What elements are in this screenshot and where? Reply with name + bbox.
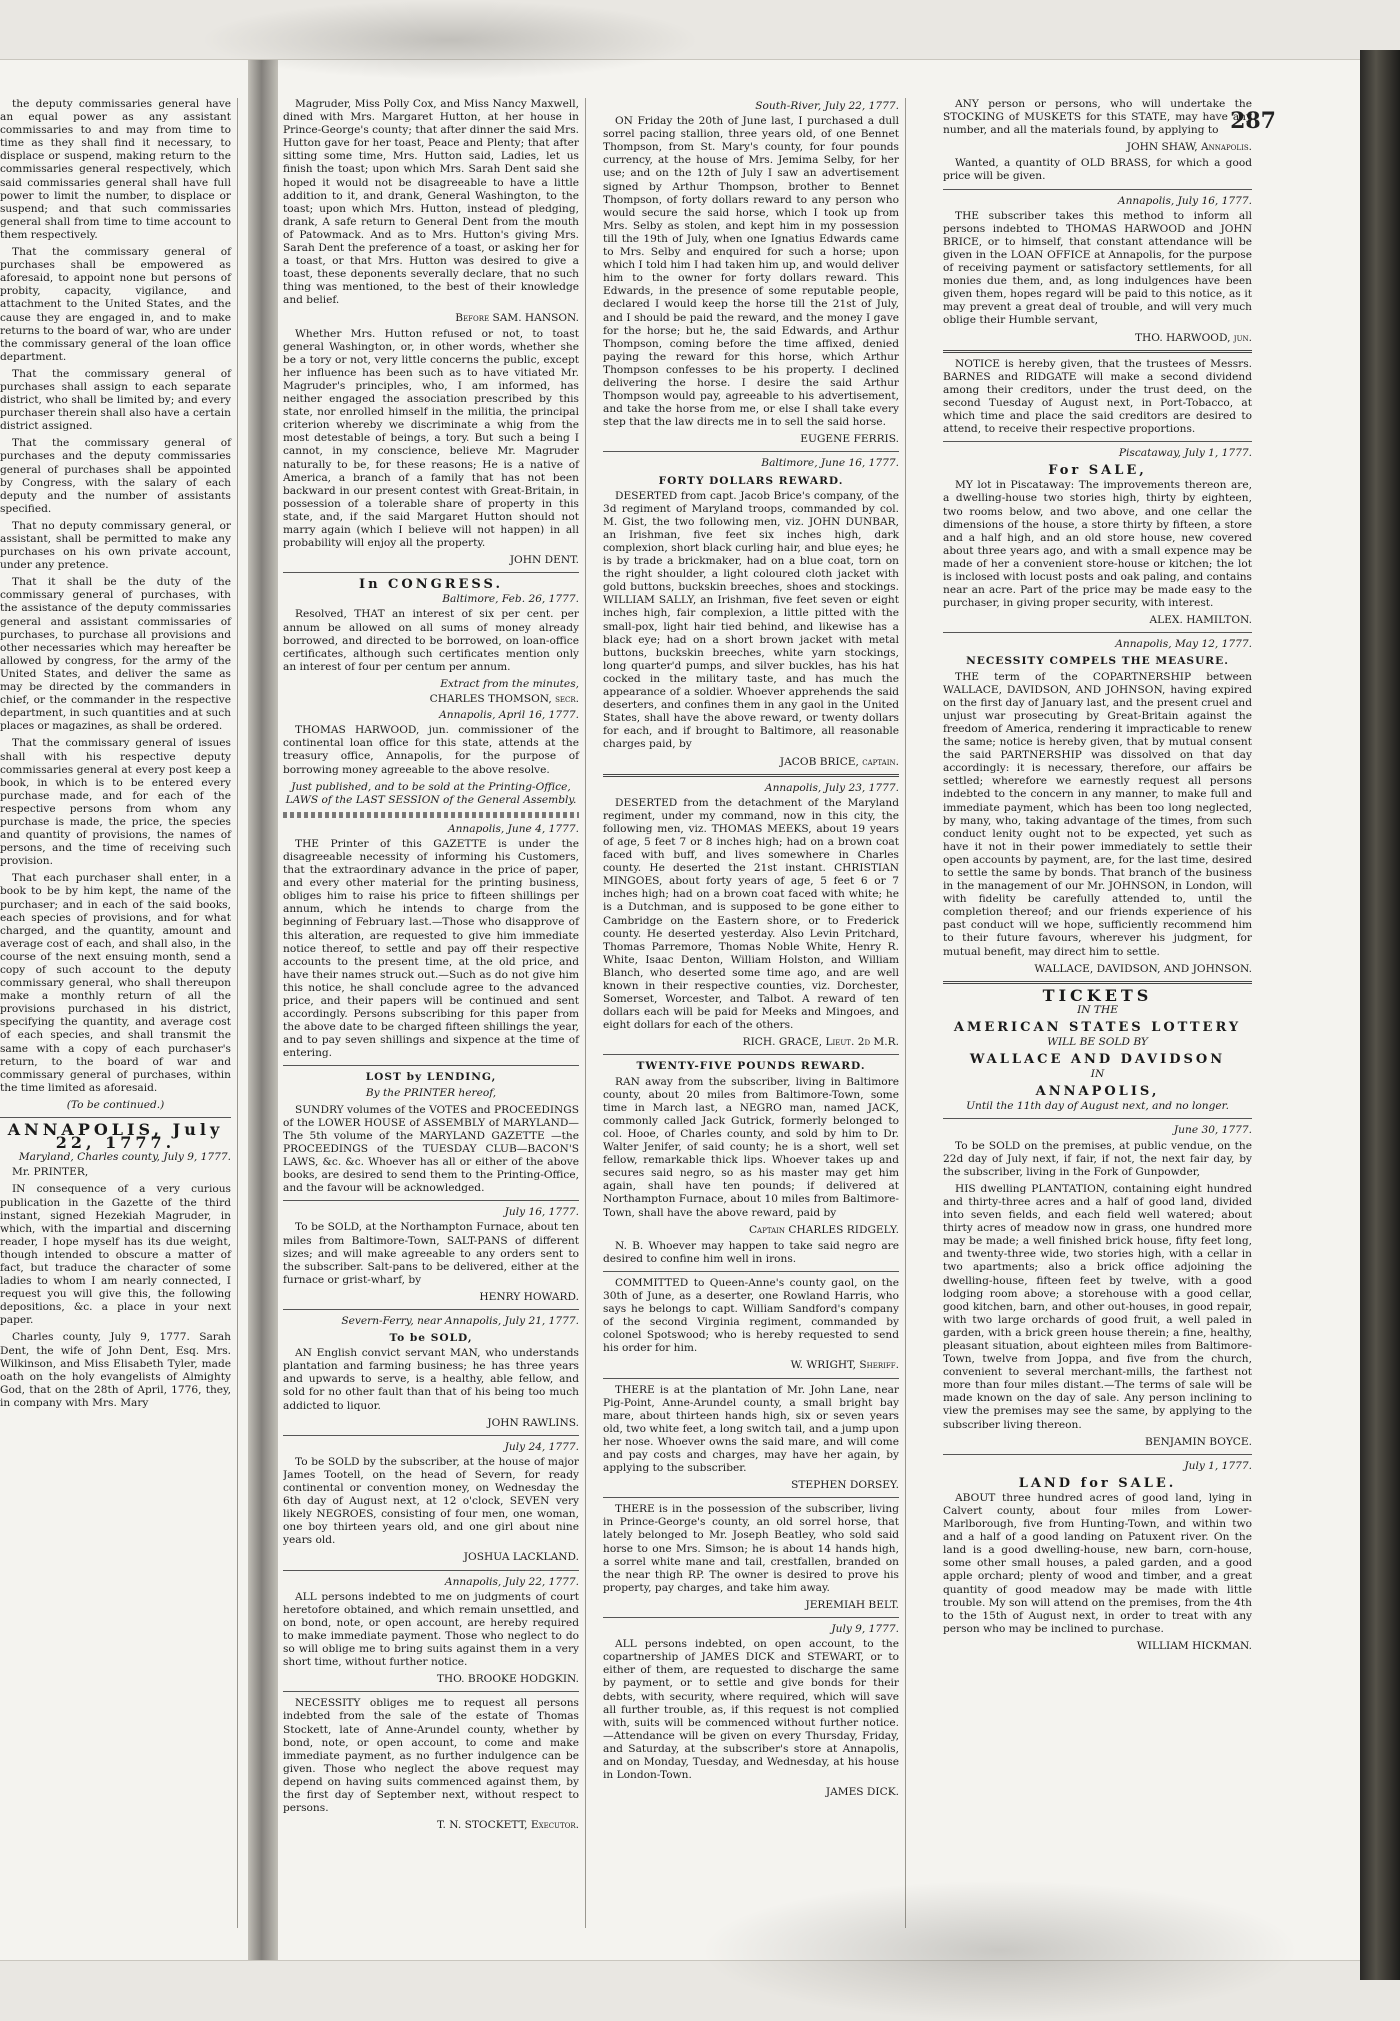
advert-text: RAN away from the subscriber, living in Baltimore county, about 20 miles from Baltimore-Town, some time in March last, a NEGRO man, named JACK, commonly called Jack Gutrick, formerly belonged to col. Hooe, of Charles county, and sold by him to Dr. Walter Jenifer, of said county; he is a short, well set fellow, remarkable thick lips. Whoever takes up and secures said negro, so as his master may get him again, shall have ten pounds; if delivered at Northampton Furnace, about 10 miles from Baltimore-Town, shall have the above reward, paid by xyxy=(603,1075,899,1219)
lottery-line: IN THE xyxy=(1077,1003,1118,1016)
section-heading: For SALE, xyxy=(1048,463,1147,479)
book-spine xyxy=(1360,50,1400,1980)
advert-text: To be SOLD by the subscriber, at the house of major James Tootell, on the head of Severn, for ready continental or convention money, on Wednesday the 6th day of August next, at 12 o'clock, SEVEN very likely NEGROES, consisting of four men, one woman, one boy thirteen years old, and one girl about nine years old. xyxy=(283,1455,579,1547)
advert-text: To be SOLD, at the Northampton Furnace, about ten miles from Baltimore-Town, SALT-PANS of different sizes; and will make agreeable to any orders sent to the subscriber. Salt-pans to be delivered, either at the furnace or grist-wharf, by xyxy=(283,1221,579,1286)
dateline: Annapolis, July 22, 1777. xyxy=(444,1575,579,1588)
signature: Captain CHARLES RIDGELY. xyxy=(748,1223,899,1236)
remarks-text: Whether Mrs. Hutton refused or not, to toast general Washington, or, in other words, whether she be a tory or not, very little concerns the public, except her influence has been such as to have vitiated Mr. Magruder's principles, who, I am informed, has neither engaged the association prescribed by this state, nor enrolled himself in the militia, the principal criterion whereby we discriminate a whig from the most detestable of beings, a tory. But such a being I cannot, in my conscience, believe Mr. Magruder naturally to be, for these reasons; He is a native of America, a branch of a family that has not been backward in our present contest with Great-Britain, in possession of a tolerable share of property in this state, and, if the said Margaret Hutton should not marry again (which I believe will not happen) in all probability will enjoy all the property. xyxy=(283,327,579,550)
advert-text: AN English convict servant MAN, who understands plantation and farming business; he has three years and upwards to serve, is a healthy, able fellow, and sold for no other fault than that of his being too much addicted to liquor. xyxy=(283,1347,579,1412)
dateline: June 30, 1777. xyxy=(1173,1124,1252,1137)
section-heading: To be SOLD, xyxy=(389,1332,473,1345)
divider xyxy=(283,1200,579,1201)
section-heading: In CONGRESS. xyxy=(359,577,503,593)
signature: ALEX. HAMILTON. xyxy=(1149,614,1252,627)
divider xyxy=(603,1054,899,1055)
signature: JOHN DENT. xyxy=(509,554,579,567)
divider xyxy=(603,1497,899,1498)
divider xyxy=(283,1309,579,1310)
divider xyxy=(283,1691,579,1692)
divider xyxy=(603,1617,899,1618)
signature: JOSHUA LACKLAND. xyxy=(463,1551,579,1564)
notice-text: SUNDRY volumes of the VOTES and PROCEEDINGS of the LOWER HOUSE of ASSEMBLY of MARYLAND—The 5th volume of the MARYLAND GAZETTE —the PROCEEDINGS of the TUESDAY CLUB—BACON'S LAWS, &c. &c. Whoever has all or either of the above books, are desired to send them to the Printing-Office, and the favour will be acknowledged. xyxy=(283,1103,579,1195)
ornamental-divider xyxy=(283,812,579,818)
lottery-place: ANNAPOLIS, xyxy=(1035,1084,1160,1100)
article-paragraph: That the commissary general of purchases and the deputy commissaries general of purchases shall be appointed by Congress, with the salary of each deputy and the number of assistants specified. xyxy=(0,437,231,515)
signature: Before SAM. HANSON. xyxy=(455,311,579,324)
signature: WALLACE, DAVIDSON, AND JOHNSON. xyxy=(1034,962,1252,975)
lottery-line: Until the 11th day of August next, and no longer. xyxy=(966,1100,1229,1113)
signature: WILLIAM HICKMAN. xyxy=(1136,1639,1252,1652)
advert-text: Wanted, a quantity of OLD BRASS, for which a good price will be given. xyxy=(943,157,1252,183)
article-paragraph: That each purchaser shall enter, in a book to be by him kept, the name of the purchaser; and in each of the said books, each species of provisions, and for what charged, and the quantity, amount and average cost of each, and shall also, in the course of the next ensuing month, send a copy of such account to the deputy commissary general, who shall thereupon make a monthly return of all the provisions purchased in his district, specifying the quantity, and average cost of each species, and shall transmit the same with a copy of each purchaser's return, to the board of war and commissary general of purchases, within the time limited as aforesaid. xyxy=(0,872,231,1094)
signature: JOHN SHAW, Annapolis. xyxy=(1126,141,1252,154)
advert-text: ALL persons indebted to me on judgments of court heretofore obtained, and which remain unsettled, and on bond, note, or open account, are hereby required to make immediate payment. Those who neglect to do so will oblige me to bring suits against them in a very short time, without further notice. xyxy=(283,1590,579,1669)
advert-text: To be SOLD on the premises, at public vendue, on the 22d day of July next, if fair, if not, the next fair day, by the subscriber, living in the Fork of Gunpowder, xyxy=(943,1139,1252,1178)
resolution-text: Resolved, THAT an interest of six per cent. per annum be allowed on all sums of money already borrowed, and directed to be borrowed, on loan-office certificates, although such certificates mention only an interest of four per centum per annum. xyxy=(283,608,579,673)
advert-text: ANY person or persons, who will undertake the STOCKING of MUSKETS for this STATE, may have any number, and all the materials found, by applying to xyxy=(943,98,1252,137)
divider xyxy=(283,1435,579,1436)
advert-text: THERE is at the plantation of Mr. John Lane, near Pig-Point, Anne-Arundel county, a small bright bay mare, about thirteen hands high, six or seven years old, two white feet, a long switch tail, and a jump upon her nose. Whoever owns the said mare, and will come and pay costs and charges, may have her again, by applying to the subscriber. xyxy=(603,1383,899,1475)
signature: JOHN RAWLINS. xyxy=(487,1416,579,1429)
column-1 xyxy=(283,98,586,1928)
divider xyxy=(283,1570,579,1571)
divider xyxy=(943,189,1252,190)
advert-text: ON Friday the 20th of June last, I purchased a dull sorrel pacing stallion, three years old, of one Bennet Thompson, from St. Mary's county, for four pounds currency, at the house of Mrs. Jemima Selby, for her use; and on the 12th of July I saw an advertisement signed by Arthur Thompson, brother to Bennet Thompson, of forty dollars reward to any person who would secure the said horse, which I took up from Mrs. Selby as stolen, and kept him in my possession till the 19th of July, when one Ignatius Edwards came to Mrs. Selby and enquired for such a horse; upon which I told him I had taken him up, and would deliver him to the owner for forty dollars reward. This Edwards, in the presence of some reputable people, declared I would keep the horse till the 21st of July, and I should be paid the reward, and the money I gave for the horse; but he, the said Edwards, and Arthur Thompson, coming before the time affixed, denied paying the reward for this horse, which Arthur Thompson confesses to be his property. I declined delivering the horse. I desire the said Arthur Thompson would pay, agreeable to his advertisement, and take the horse from me, or else I shall take every step that the law directs me in to sell the said horse. xyxy=(603,115,899,429)
article-paragraph: the deputy commissaries general have an equal power as any assistant commissaries to and may from time to time as they shall find it necessary, to displace or suspend, making return to the commissaries general respectively, which said commissaries general shall have full power to limit the number, to displace or suspend; and that such commissaries general shall from time to time account to them respectively. xyxy=(0,98,231,241)
section-heading: LAND for SALE. xyxy=(1018,1475,1177,1491)
advert-text: ABOUT three hundred acres of good land, lying in Calvert county, about four miles from Lower-Marlborough, five from Hunting-Town, and within two and a half of a good landing on Patuxent river. On the land is a good dwelling-house, new barn, corn-house, some other small houses, a paled garden, and a good apple orchard; plenty of wood and timber, and a great quantity of good meadow may be made with little trouble. My son will attend on the premises, from the 4th to the 15th of August next, in order to treat with any person who may be inclined to purchase. xyxy=(943,1491,1252,1635)
signature: THO. HARWOOD, jun. xyxy=(1134,331,1252,344)
advert-text: THE subscriber takes this method to inform all persons indebted to THOMAS HARWOOD and JOHN BRICE, or to himself, that constant attendance will be given in the LOAN OFFICE at Annapolis, for the purpose of receiving payment or satisfactory settlements, for all monies due them, and, as long indulgences have been given them, hopes regard will be paid to this notice, as it may prevent a great deal of trouble, and will very much oblige their Humble servant, xyxy=(943,209,1252,327)
article-paragraph: That the commissary general of issues shall with his respective deputy commissaries general at every post keep a book, in which is to be entered every purchase made, and for each of the respective persons from whom any purchase is made, the price, the species and quantity of provisions, the names of persons, and the time of receiving such provision. xyxy=(0,737,231,868)
notice-text: THOMAS HARWOOD, jun. commissioner of the continental loan office for this state, attends at the treasury office, Annapolis, for the purpose of borrowing money agreeable to the above resolve. xyxy=(283,724,579,776)
dateline: Annapolis, May 12, 1777. xyxy=(1115,638,1252,651)
divider xyxy=(283,1065,579,1066)
signature: JACOB BRICE, captain. xyxy=(779,755,899,768)
dateline: Baltimore, June 16, 1777. xyxy=(761,457,899,470)
signature: T. N. STOCKETT, Executor. xyxy=(437,1819,579,1832)
advert-text: MY lot in Piscataway: The improvements thereon are, a dwelling-house two stories high, thirty by eighteen, two rooms below, and two above, and one cellar the dimensions of the house, a store thirty by fifteen, a store and a half high, and an old store house, new covered about three years ago, and with a small expence may be made of her a convenient store-house or kitchen; the lot is inclosed with locust posts and oak paling, and contains near an acre. Part of the price may be made easy to the purchaser, in giving proper security, with interest. xyxy=(943,479,1252,610)
divider xyxy=(0,1117,231,1118)
byline: By the PRINTER hereof, xyxy=(365,1086,497,1099)
divider xyxy=(943,981,1252,984)
signature: JEREMIAH BELT. xyxy=(805,1598,899,1611)
lottery-seller: WALLACE AND DAVIDSON xyxy=(969,1052,1226,1068)
letter-paragraph: IN consequence of a very curious publication in the Gazette of the third instant, signed Hezekiah Magruder, in which, with the impartial and discerning reader, I hope myself has its due weight, though intended to obscure a matter of fact, but traduce the character of some ladies to whom I am nearly connected, I request you will give this, the following depositions, &c. a place in your next paper. xyxy=(0,1183,231,1327)
laws-notice: Just published, and to be sold at the Printing-Office, LAWS of the LAST SESSION of the General Assembly. xyxy=(285,780,577,806)
dateline: Annapolis, April 16, 1777. xyxy=(439,709,579,722)
extract-note: Extract from the minutes, xyxy=(440,677,579,690)
signature: JAMES DICK. xyxy=(825,1786,899,1799)
dateline: July 24, 1777. xyxy=(504,1440,579,1453)
advert-text: N. B. Whoever may happen to take said negro are desired to confine him well in irons. xyxy=(603,1239,899,1265)
divider xyxy=(603,1378,899,1379)
section-heading: NECESSITY COMPELS THE MEASURE. xyxy=(966,655,1229,668)
page-gutter xyxy=(248,60,278,1960)
dateline: Baltimore, Feb. 26, 1777. xyxy=(442,593,579,606)
article-paragraph: That no deputy commissary general, or assistant, shall be permitted to make any purchases on his own private account, under any pretence. xyxy=(0,519,231,572)
letter-paragraph: Charles county, July 9, 1777. Sarah Dent, the wife of John Dent, Esq. Mrs. Wilkinson, and Miss Elisabeth Tyler, made oath on the holy evangelists of Almighty God, that on the 28th of April, 1776, they, in company with Mrs. Mary xyxy=(0,1331,231,1409)
article-paragraph: That the commissary general of purchases shall assign to each separate district, who shall be limited by; and every purchaser therein shall also have a certain district assigned. xyxy=(0,367,231,433)
section-heading: TWENTY-FIVE POUNDS REWARD. xyxy=(636,1060,866,1073)
section-heading: LOST by LENDING, xyxy=(365,1071,497,1084)
advert-text: ALL persons indebted, on open account, to the copartnership of JAMES DICK and STEWART, or to either of them, are requested to discharge the same by payment, or to settle and give bonds for their debts, with security, where required, which will save all further trouble, as, if this request is not complied with, suits will be commenced without further notice.—Attendance will be given on every Thursday, Friday, and Saturday, at the subscriber's store at Annapolis, and on Monday, Tuesday, and Wednesday, at his house in London-Town. xyxy=(603,1638,899,1782)
dateline: Annapolis, July 16, 1777. xyxy=(1117,194,1252,207)
signature: RICH. GRACE, Lieut. 2d M.R. xyxy=(742,1036,899,1049)
article-paragraph: That it shall be the duty of the commissary general of purchases, with the assistance of the deputy commissaries general and assistant commissaries of purchases, to purchase all provisions and other necessaries which may hereafter be allowed by congress, for the army of the United States, and deliver the same as may be directed by the commanders in chief, or the commander in the respective department, in such quantities and at such places or magazines, as shall be ordered. xyxy=(0,576,231,733)
advert-text: THERE is in the possession of the subscriber, living in Prince-George's county, an old sorrel horse, that lately belonged to Mr. Joseph Beatley, who sold said horse to one Mrs. Simson; he is about 14 hands high, a sorrel white mane and tail, crestfallen, branded on the near thigh RP. The owner is desired to prove his property, pay charges, and take him away. xyxy=(603,1503,899,1594)
column-left-page xyxy=(0,98,238,1928)
dateline: July 9, 1777. xyxy=(831,1623,899,1636)
advert-text: THE term of the COPARTNERSHIP between WALLACE, DAVIDSON, AND JOHNSON, having expired on the first day of January last, and the present cruel and unjust war prosecuting by Great-Britain against the freedom of America, rendering it impracticable to renew the same; notice is hereby given, that by mutual consent the said PARTNERSHIP was dissolved on that day accordingly: it is necessary, therefore, our affairs be settled; wherefore we earnestly request all persons indebted to the concern in any manner, to make full and immediate payment, which has been too long neglected, by many, who, taking advantage of the times, from such conduct lenity ought not to be expected, yet such as have it not in their power immediately to settle their open accounts by payment, are, for the last time, desired to settle the same by bonds. That branch of the business in the management of our Mr. JOHNSON, in London, will with fidelity be carefully attended to, until the completion thereof; and our friends experience of his past conduct will we hope, sufficiently recommend him to their future favours, wherever his judgment, for mutual benefit, may direct him to settle. xyxy=(943,670,1252,958)
divider xyxy=(943,1118,1252,1119)
section-heading: FORTY DOLLARS REWARD. xyxy=(658,474,844,487)
column-3 xyxy=(943,98,1258,1928)
divider xyxy=(603,451,899,452)
dateline: Annapolis, June 4, 1777. xyxy=(447,822,579,835)
continued-note: (To be continued.) xyxy=(66,1098,165,1111)
advert-text: HIS dwelling PLANTATION, containing eight hundred and thirty-three acres and a half of good land, divided into seven fields, and each field well watered; about thirty acres of meadow now in grass, one hundred more may be made; a well finished brick house, fifty feet long, and twenty-three wide, two stories high, with a cellar in two apartments; also a brick office adjoining the dwelling-house, fifteen feet by twelve, with a good lodging room above; a storehouse with a good cellar, good kitchen, barn, and other out-houses, in good repair, with two large orchards of good fruit, a well paled in garden, with a brick green house therein; a fine, healthy, pleasant situation, about eighteen miles from Baltimore-Town, twelve from Joppa, and five from the church, convenient to several merchant-mills, the farthest not more than four miles distant.—The terms of sale will be made known on the day of sale. Any person inclining to view the premises may see the same, by applying to the subscriber living thereon. xyxy=(943,1182,1252,1431)
signature: CHARLES THOMSON, secr. xyxy=(429,693,579,706)
advert-text: NECESSITY obliges me to request all persons indebted from the sale of the estate of Thomas Stockett, late of Anne-Arundel county, whether by bond, note, or open account, to come and make immediate payment, as no further indulgence can be given. Those who neglect the above request may depend on having suits commenced against them, by the first day of September next, without respect to persons. xyxy=(283,1697,579,1815)
signature: W. WRIGHT, Sheriff. xyxy=(790,1359,899,1372)
divider xyxy=(943,350,1252,353)
signature: EUGENE FERRIS. xyxy=(800,433,899,446)
lottery-line: WILL BE SOLD BY xyxy=(1047,1036,1148,1048)
section-heading: ANNAPOLIS, July 22, 1777. xyxy=(7,1120,224,1153)
advert-text: COMMITTED to Queen-Anne's county gaol, on the 30th of June, as a deserter, one Rowland Harris, who says he belongs to capt. William Sandford's company of the second Virginia regiment, commanded by colonel Spotswood; who is hereby requested to send his order for him. xyxy=(603,1276,899,1355)
salutation: Mr. PRINTER, xyxy=(12,1166,89,1179)
deposition-text: Magruder, Miss Polly Cox, and Miss Nancy Maxwell, dined with Mrs. Margaret Hutton, at her house in Prince-George's county; that after dinner the said Mrs. Hutton gave for her toast, Peace and Plenty; that after sitting some time, Mrs. Hutton said, Ladies, let us finish the toast; upon which Mrs. Sarah Dent said she hoped it would not be disagreeable to have a little addition to it, and drank, General Washington, to the toast; upon which Mrs. Hutton, instead of pledging, drank, A safe return to General Dent from the mouth of Patowmack. And as to Mrs. Hutton's giving Mrs. Sarah Dent the preference of a toast, or asking her for a toast, or that Mrs. Hutton was desired to give a toast, these deponents severally declare, that no such thing was mentioned, to the best of their knowledge and belief. xyxy=(283,98,579,307)
dateline: Maryland, Charles county, July 9, 1777. xyxy=(18,1151,231,1164)
advert-text: DESERTED from the detachment of the Maryland regiment, under my command, now in this city, the following men, viz. THOMAS MEEKS, about 19 years of age, 5 feet 7 or 8 inches high; had on a brown coat faced with buff, and lives somewhere in Charles county. He deserted the 21st instant. CHRISTIAN MINGOES, about forty years of age, 5 feet 6 or 7 inches high; had on a brown coat faced with white; he is a Dutchman, and is supposed to be gone either to Cambridge on the Eastern shore, or to Frederick county. He deserted yesterday. Also Levin Pritchard, Thomas Parremore, Thomas Noble White, Henry R. White, Isaac Denton, William Holston, and William Blanch, who deserted some time ago, and are well known in their respective counties, viz. Dorchester, Somerset, Worcester, and Talbot. A reward of ten dollars each will be paid for Meeks and Mingoes, and eight dollars for each of the others. xyxy=(603,796,899,1032)
advert-text: NOTICE is hereby given, that the trustees of Messrs. BARNES and RIDGATE will make a second dividend among their creditors, under the trust deed, on the second Tuesday of August next, in Port-Tobacco, at which time and place the said creditors are desired to attend, to receive their respective proportions. xyxy=(943,357,1252,436)
column-2 xyxy=(603,98,906,1928)
divider xyxy=(943,441,1252,442)
dateline: July 1, 1777. xyxy=(1184,1459,1252,1472)
advert-text: DESERTED from capt. Jacob Brice's company, of the 3d regiment of Maryland troops, commanded by col. M. Gist, the two following men, viz. JOHN DUNBAR, an Irishman, five feet six inches high, dark complexion, short black curling hair, and blue eyes; he is by trade a brickmaker, had on a blue coat, torn on the right shoulder, a light coloured cloth jacket with gold buttons, buckskin breeches, shoes and stockings. WILLIAM SALLY, an Irishman, five feet seven or eight inches high, fair complexion, a little pitted with the small-pox, light hair tied behind, and likewise has a black eye; had on a short brown jacket with metal buttons, buckskin breeches, white yarn stockings, long quarter'd pumps, and silver buckles, has his hat cocked in the military taste, and has much the appearance of a soldier. Whoever apprehends the said deserters, and confines them in any gaol in the United States, shall have the above reward, or twenty dollars for each, and if brought to Baltimore, all reasonable charges paid, by xyxy=(603,489,899,751)
signature: BENJAMIN BOYCE. xyxy=(1144,1435,1252,1448)
dateline: Annapolis, July 23, 1777. xyxy=(764,781,899,794)
article-paragraph: That the commissary general of purchases shall be empowered as aforesaid, to appoint none but persons of probity, capacity, vigilance, and attachment to the United States, and the cause they are engaged in, and to make returns to the board of war, who are under the commissary general of the loan office department. xyxy=(0,246,231,363)
lottery-title: AMERICAN STATES LOTTERY xyxy=(953,1019,1242,1035)
lottery-line: IN xyxy=(1090,1068,1105,1081)
notice-text: THE Printer of this GAZETTE is under the disagreeable necessity of informing his Customers, that the extraordinary advance in the price of paper, and every other material for the printing business, obliges him to raise his price to fifteen shillings per annum, which he intends to charge from the beginning of February last.—Those who disapprove of this alteration, are requested to give him immediate notice thereof, to settle and pay off their respective accounts to the present time, at the old price, and have their names struck out.—Such as do not give him this notice, he shall conclude agree to the advanced price, and their papers will be continued and sent accordingly. Persons subscribing for this paper from the above date to be charged fifteen shillings the year, and to pay seven shillings and sixpence at the time of entering. xyxy=(283,837,579,1060)
divider xyxy=(603,774,899,777)
tickets-heading: TICKETS xyxy=(1042,985,1153,1005)
divider xyxy=(943,632,1252,633)
signature: HENRY HOWARD. xyxy=(479,1290,579,1303)
dateline: Severn-Ferry, near Annapolis, July 21, 1777. xyxy=(341,1314,579,1327)
dateline: South-River, July 22, 1777. xyxy=(755,100,899,112)
signature: THO. BROOKE HODGKIN. xyxy=(436,1673,579,1686)
dateline: Piscataway, July 1, 1777. xyxy=(1118,447,1252,460)
divider xyxy=(283,572,579,573)
divider xyxy=(603,1271,899,1272)
dateline: July 16, 1777. xyxy=(504,1206,579,1219)
signature: STEPHEN DORSEY. xyxy=(791,1479,899,1492)
page-number: 287 xyxy=(1230,108,1276,134)
divider xyxy=(943,1454,1252,1455)
